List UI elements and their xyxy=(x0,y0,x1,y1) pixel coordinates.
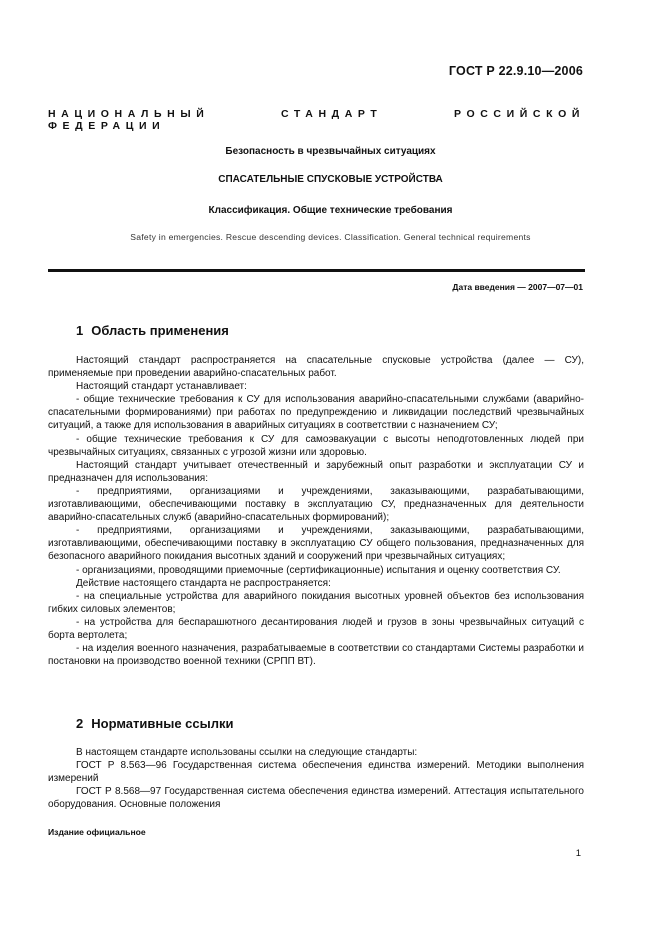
official-edition-note: Издание официальное xyxy=(48,827,146,837)
paragraph: Настоящий стандарт устанавливает: xyxy=(76,381,247,393)
paragraph: Настоящий стандарт учитывает отечественный и зарубежный опыт разработки и эксплуатации СУ и предназначен для использования: xyxy=(48,459,584,484)
list-item: - предприятиями, организациями и учреждениями, заказывающими, разрабатывающими, изготавливающими, обеспечивающими поставку в эксплуатацию СУ общего пользования, предназначенных для безопасного аварийного покидания высотных зданий и сооружений при чрезвычайных ситуациях; xyxy=(48,525,584,563)
list-item: - организациями, проводящими приемочные (сертификационные) испытания и оценку соответствия СУ. xyxy=(76,564,561,576)
page-number: 1 xyxy=(575,848,581,859)
standard-category-title: Безопасность в чрезвычайных ситуациях xyxy=(225,146,436,157)
section-2-number: 2 xyxy=(76,716,84,731)
section-2-body xyxy=(48,746,584,811)
list-item: - общие технические требования к СУ для самоэвакуации с высоты неподготовленных людей при чрезвычайных ситуациях, связанных с угрозой жизни или здоровью. xyxy=(48,433,584,458)
document-number: ГОСТ Р 22.9.10—2006 xyxy=(448,64,583,78)
section-1-title: Область применения xyxy=(91,323,229,338)
section-1-number: 1 xyxy=(76,323,84,338)
national-standard-heading: НАЦИОНАЛЬНЫЙ СТАНДАРТ РОССИЙСКОЙ ФЕДЕРАЦИИ xyxy=(48,108,585,132)
paragraph: Настоящий стандарт распространяется на спасательные спусковые устройства (далее — СУ), применяемые при проведении аварийно-спасательных работ. xyxy=(48,355,584,380)
paragraph: ГОСТ Р 8.563—96 Государственная система обеспечения единства измерений. Методики выполнения измерений xyxy=(48,760,584,785)
paragraph: ГОСТ Р 8.568—97 Государственная система обеспечения единства измерений. Аттестация испытательного оборудования. Основные положения xyxy=(48,786,584,811)
english-title: Safety in emergencies. Rescue descending devices. Classification. General technical requirements xyxy=(130,232,531,242)
standard-main-title: СПАСАТЕЛЬНЫЕ СПУСКОВЫЕ УСТРОЙСТВА xyxy=(218,174,443,185)
paragraph: Действие настоящего стандарта не распространяется: xyxy=(76,577,331,589)
paragraph: В настоящем стандарте использованы ссылки на следующие стандарты: xyxy=(76,747,418,758)
list-item: - предприятиями, организациями и учреждениями, заказывающими, разрабатывающими, изготавливающими, обеспечивающими поставку в эксплуатацию СУ, предназначенных для деятельности аварийно-спасательных служб (аварийно-спасательных формирований); xyxy=(48,485,584,524)
section-2-heading xyxy=(76,716,233,731)
introduction-date: Дата введения — 2007—07—01 xyxy=(452,282,583,292)
section-1-heading xyxy=(76,323,229,338)
list-item: - на устройства для беспарашютного десантирования людей и грузов в зоны чрезвычайных ситуаций с борта вертолета; xyxy=(48,616,584,641)
standard-subtitle: Классификация. Общие технические требования xyxy=(208,205,453,216)
section-1-body xyxy=(48,354,584,668)
list-item: - на изделия военного назначения, разрабатываемые в соответствии со стандартами Системы разработки и постановки на производство военной техники (СРПП ВТ). xyxy=(48,643,584,668)
list-item: - общие технические требования к СУ для использования аварийно-спасательными службами (аварийно-спасательными формированиями) при работах по предупреждению и ликвидации последствий чрезвычайных ситуаций, а также для использования в аварийных ситуациях в соответствии с назначением СУ; xyxy=(48,394,584,432)
list-item: - на специальные устройства для аварийного покидания высотных уровней объектов без использования гибких силовых элементов; xyxy=(48,590,584,615)
section-2-title: Нормативные ссылки xyxy=(91,716,234,731)
horizontal-rule xyxy=(48,269,585,272)
